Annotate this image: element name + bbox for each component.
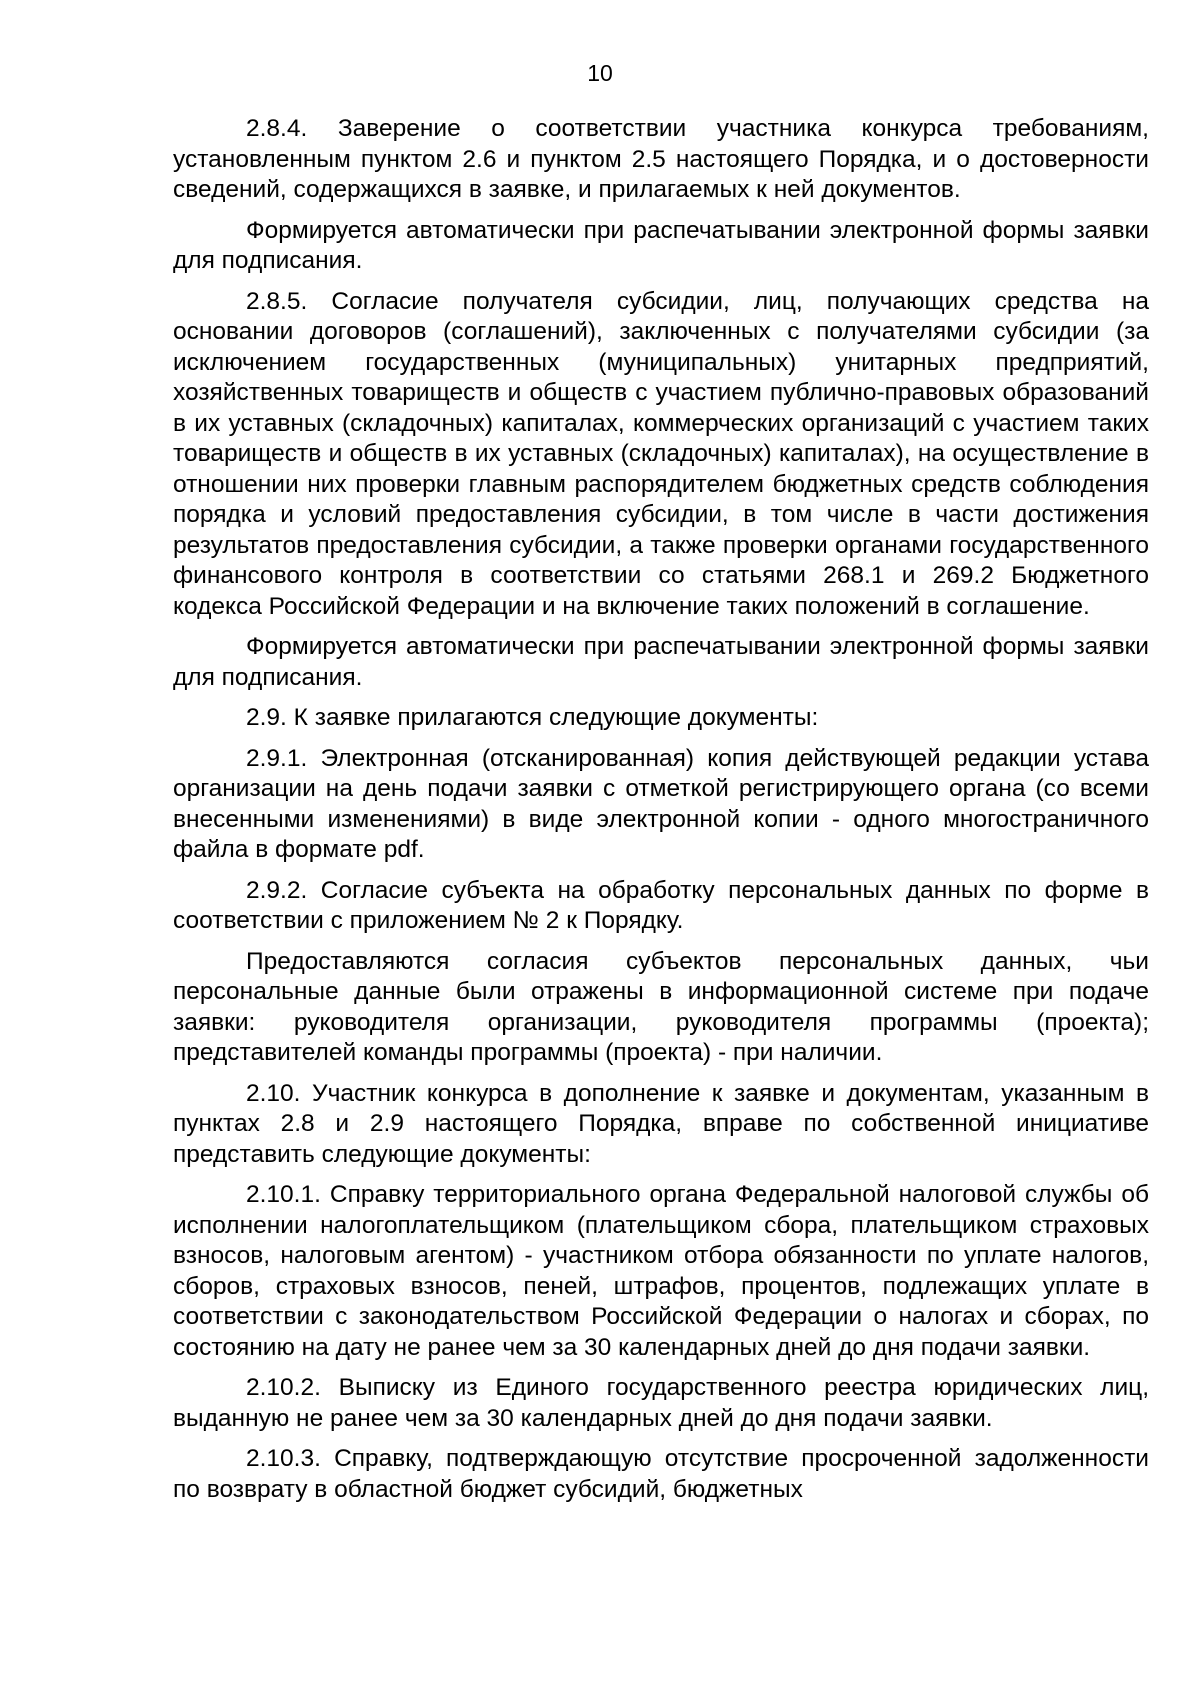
page-number: 10 xyxy=(587,60,613,86)
paragraph-2-9-2: 2.9.2. Согласие субъекта на обработку персональных данных по форме в соответствии с приложением № 2 к Порядку. xyxy=(173,876,1149,934)
paragraph-2-9-1: 2.9.1. Электронная (отсканированная) копия действующей редакции устава организации на день подачи заявки с отметкой регистрирующего органа (со всеми внесенными изменениями) в виде электронной копии - одного многостраничного файла в формате pdf. xyxy=(173,744,1149,863)
paragraph-2-9: 2.9. К заявке прилагаются следующие документы: xyxy=(246,704,819,731)
paragraph-auto-generated-note: Формируется автоматически при распечатывании электронной формы заявки для подписания. xyxy=(173,216,1149,274)
paragraph-2-10-3: 2.10.3. Справку, подтверждающую отсутствие просроченной задолженности по возврату в областной бюджет субсидий, бюджетных xyxy=(173,1445,1149,1503)
paragraph-2-10: 2.10. Участник конкурса в дополнение к заявке и документам, указанным в пунктах 2.8 и 2.9 настоящего Порядка, вправе по собственной инициативе представить следующие документы: xyxy=(173,1079,1149,1168)
paragraph-2-10-2: 2.10.2. Выписку из Единого государственного реестра юридических лиц, выданную не ранее чем за 30 календарных дней до дня подачи заявки. xyxy=(173,1374,1149,1432)
document-body xyxy=(173,114,1149,1515)
paragraph-consent-note: Предоставляются согласия субъектов персональных данных, чьи персональные данные были отражены в информационной системе при подаче заявки: руководителя организации, руководителя программы (проекта); представителей команды программы (проекта) - при наличии. xyxy=(173,947,1149,1066)
paragraph-2-10-1: 2.10.1. Справку территориального органа Федеральной налоговой службы об исполнении налогоплательщиком (плательщиком сбора, плательщиком страховых взносов, налоговым агентом) - участником отбора обязанности по уплате налогов, сборов, страховых взносов, пеней, штрафов, процентов, подлежащих уплате в соответствии с законодательством Российской Федерации о налогах и сборах, по состоянию на дату не ранее чем за 30 календарных дней до дня подачи заявки. xyxy=(173,1181,1149,1361)
paragraph-auto-generated-note: Формируется автоматически при распечатывании электронной формы заявки для подписания. xyxy=(173,633,1149,691)
paragraph-2-8-4: 2.8.4. Заверение о соответствии участника конкурса требованиям, установленным пунктом 2.6 и пунктом 2.5 настоящего Порядка, и о достоверности сведений, содержащихся в заявке, и прилагаемых к ней документов. xyxy=(173,115,1149,203)
paragraph-2-8-5: 2.8.5. Согласие получателя субсидии, лиц, получающих средства на основании договоров (соглашений), заключенных с получателями субсидии (за исключением государственных (муниципальных) унитарных предприятий, хозяйственных товариществ и обществ с участием публично-правовых образований в их уставных (складочных) капиталах, коммерческих организаций с участием таких товариществ и обществ в их уставных (складочных) капиталах), на осуществление в отношении них проверки главным распорядителем бюджетных средств соблюдения порядка и условий предоставления субсидии, в том числе в части достижения результатов предоставления субсидии, а также проверки органами государственного финансового контроля в соответствии со статьями 268.1 и 269.2 Бюджетного кодекса Российской Федерации и на включение таких положений в соглашение. xyxy=(173,287,1149,620)
